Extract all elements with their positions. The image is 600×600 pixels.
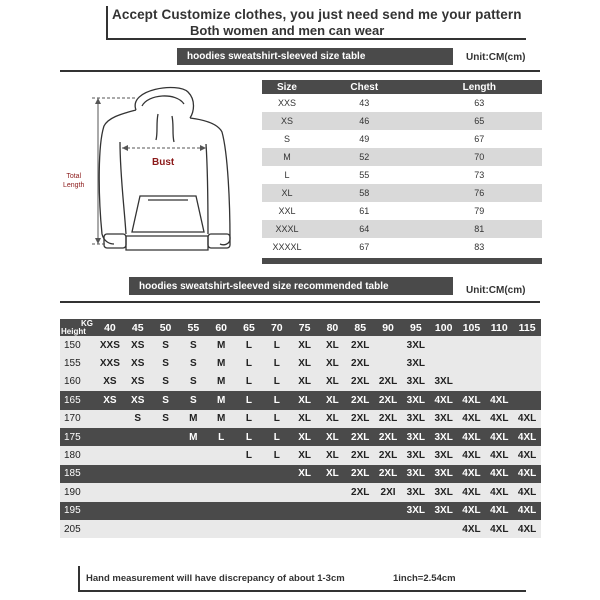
height-row [60,354,541,372]
size-table-body [262,94,542,256]
size-recommendation-cell: 4XL [485,483,513,501]
size-recommendation-cell: 4XL [458,502,486,520]
size-recommendation-cell [430,354,458,372]
size-recommendation-cell: 2XL [374,446,402,464]
size-recommendation-cell: XL [291,391,319,409]
size-recommendation-cell: XL [291,336,319,354]
size-recommendation-cell [235,502,263,520]
size-recommendation-cell: S [152,391,180,409]
size-header: Size [262,80,312,94]
size-recommendation-cell [152,428,180,446]
size-recommendation-cell [485,373,513,391]
height-row [60,336,541,354]
size-recommendation-cell: 2XL [374,428,402,446]
height-cell: 205 [60,520,96,538]
size-recommendation-cell: M [207,391,235,409]
height-cell: 160 [60,373,96,391]
length-header: Length [417,80,542,94]
header-subtitle: Both women and men can wear [190,23,385,38]
size-recommendation-cell: 4XL [430,391,458,409]
size-recommendation-cell: XS [96,391,124,409]
length-cell: 63 [417,94,542,112]
size-recommendation-cell: 2XL [346,465,374,483]
size-recommendation-cell: 2XL [374,373,402,391]
size-recommendation-cell: 4XL [513,502,541,520]
size-recommendation-cell [513,373,541,391]
size-recommendation-cell: 3XL [430,410,458,428]
weight-header: 80 [319,319,347,336]
size-recommendation-cell: 3XL [430,502,458,520]
inch-conversion: 1inch=2.54cm [393,573,456,584]
size-recommendation-cell [207,502,235,520]
size-recommendation-cell [96,520,124,538]
size-cell: XXXL [262,220,312,238]
size-recommendation-cell [374,336,402,354]
size-recommendation-cell: 2XL [346,446,374,464]
size-recommendation-cell [485,336,513,354]
length-cell: 83 [417,238,542,256]
height-row [60,391,541,409]
size-recommendation-cell: 2XL [374,391,402,409]
size-recommendation-cell: 3XL [430,428,458,446]
height-cell: 170 [60,410,96,428]
size-recommendation-cell [430,520,458,538]
size-recommendation-cell: 3XL [430,446,458,464]
size-recommendation-cell: XL [319,428,347,446]
size-recommendation-cell [96,502,124,520]
size-recommendation-cell [207,483,235,501]
size-recommendation-cell [96,410,124,428]
size-recommendation-cell: 4XL [458,410,486,428]
size-recommendation-cell [513,354,541,372]
weight-header: 65 [235,319,263,336]
size-recommendation-cell [179,446,207,464]
size-recommendation-cell: XS [124,354,152,372]
recommended-table-body [60,336,541,538]
height-cell: 175 [60,428,96,446]
size-recommendation-cell: 2XL [346,373,374,391]
size-recommendation-cell [402,520,430,538]
size-recommendation-cell [179,483,207,501]
size-recommendation-cell: 4XL [513,428,541,446]
size-recommendation-cell [319,483,347,501]
size-recommendation-cell: XS [124,373,152,391]
size-recommendation-cell [96,446,124,464]
size-recommendation-cell [179,520,207,538]
size-recommendation-cell [124,483,152,501]
weight-header: 100 [430,319,458,336]
recommended-table-unit: Unit:CM(cm) [466,285,526,296]
size-recommendation-cell: XL [291,410,319,428]
size-recommendation-cell: XL [319,373,347,391]
size-table-title: hoodies sweatshirt-sleeved size table [177,48,453,65]
size-recommendation-cell: XS [124,391,152,409]
size-recommendation-cell: M [207,410,235,428]
size-recommendation-cell: S [152,373,180,391]
size-recommendation-cell: 4XL [513,446,541,464]
size-cell: XXL [262,202,312,220]
size-recommendation-cell: L [263,428,291,446]
height-row [60,446,541,464]
size-recommendation-cell: S [179,373,207,391]
size-recommendation-cell: M [207,354,235,372]
size-recommendation-cell: S [179,391,207,409]
size-recommendation-cell [96,465,124,483]
size-recommendation-cell: 4XL [485,428,513,446]
length-cell: 70 [417,148,542,166]
size-recommendation-cell [124,520,152,538]
size-recommendation-cell [458,373,486,391]
height-cell: 165 [60,391,96,409]
size-table-footer-bar [262,258,542,264]
size-recommendation-cell: L [263,410,291,428]
chest-cell: 58 [312,184,417,202]
size-recommendation-cell: 2XL [346,391,374,409]
size-recommendation-cell: 4XL [485,391,513,409]
size-recommendation-cell [124,428,152,446]
height-row [60,373,541,391]
size-recommendation-cell: XL [291,446,319,464]
chest-cell: 67 [312,238,417,256]
size-row [262,166,542,184]
size-recommendation-cell: 3XL [402,428,430,446]
size-recommendation-cell: 4XL [458,428,486,446]
weight-header: 40 [96,319,124,336]
size-recommendation-cell: XL [319,336,347,354]
weight-header: 55 [179,319,207,336]
size-row [262,130,542,148]
size-recommendation-cell: XL [319,354,347,372]
size-recommendation-cell [263,483,291,501]
size-row [262,220,542,238]
size-row [262,238,542,256]
size-recommendation-cell: 4XL [458,446,486,464]
size-recommendation-cell: L [235,446,263,464]
hoodie-diagram [58,84,258,264]
size-recommendation-cell [96,483,124,501]
length-cell: 67 [417,130,542,148]
size-recommendation-cell [319,502,347,520]
size-recommendation-cell [458,336,486,354]
weight-header: 110 [485,319,513,336]
weight-header: 45 [124,319,152,336]
size-recommendation-cell [319,520,347,538]
size-recommendation-cell: 4XL [485,502,513,520]
weight-header: 105 [458,319,486,336]
size-recommendation-cell: 2XL [346,410,374,428]
size-recommendation-cell: L [263,446,291,464]
height-cell: 195 [60,502,96,520]
recommended-table-title: hoodies sweatshirt-sleeved size recommended table [129,277,453,295]
size-recommendation-cell [179,502,207,520]
section-divider-2 [60,301,540,303]
size-recommendation-cell: XL [319,391,347,409]
weight-header: 75 [291,319,319,336]
size-recommendation-cell: 2XL [346,336,374,354]
size-recommendation-cell [124,502,152,520]
size-recommendation-cell: XXS [96,354,124,372]
total-length-label: Total Length [63,173,85,189]
weight-header: 60 [207,319,235,336]
height-row [60,483,541,501]
size-recommendation-cell [291,502,319,520]
size-recommendation-cell [458,354,486,372]
size-recommendation-cell: XS [124,336,152,354]
header-title: Accept Customize clothes, you just need send me your pattern [112,7,522,22]
length-cell: 76 [417,184,542,202]
size-recommendation-cell [513,391,541,409]
size-recommendation-cell: XL [319,446,347,464]
size-recommendation-cell: 2XL [346,354,374,372]
size-recommendation-cell: XS [96,373,124,391]
size-recommendation-cell: L [263,336,291,354]
size-recommendation-cell [374,502,402,520]
height-row [60,520,541,538]
size-recommendation-cell: M [179,410,207,428]
table-corner: KG Height [60,319,96,336]
size-recommendation-cell [291,483,319,501]
size-recommendation-cell: S [152,336,180,354]
size-recommendation-cell: 4XL [513,465,541,483]
size-recommendation-cell: L [263,373,291,391]
size-recommendation-cell: 3XL [402,410,430,428]
size-recommendation-cell [346,502,374,520]
height-cell: 150 [60,336,96,354]
height-row [60,502,541,520]
chest-cell: 46 [312,112,417,130]
size-recommendation-cell: XL [319,465,347,483]
chest-cell: 64 [312,220,417,238]
size-recommendation-cell: M [179,428,207,446]
size-recommendation-cell: S [179,336,207,354]
size-recommendation-cell [152,502,180,520]
size-recommendation-cell [179,465,207,483]
size-recommendation-cell: 3XL [402,483,430,501]
size-recommendation-cell [235,465,263,483]
size-recommendation-cell [235,483,263,501]
size-row [262,94,542,112]
size-recommendation-cell: 4XL [485,465,513,483]
size-recommendation-cell [291,520,319,538]
size-recommendation-cell: XL [319,410,347,428]
chest-cell: 61 [312,202,417,220]
size-recommendation-cell [430,336,458,354]
size-cell: L [262,166,312,184]
size-recommendation-cell [152,465,180,483]
size-recommendation-cell [235,520,263,538]
size-recommendation-cell [207,520,235,538]
chest-cell: 52 [312,148,417,166]
size-recommendation-cell: XL [291,428,319,446]
height-row [60,465,541,483]
size-recommendation-cell [485,354,513,372]
size-recommendation-cell [152,483,180,501]
size-recommendation-cell: 4XL [485,520,513,538]
recommended-table [60,319,541,538]
size-recommendation-cell: 4XL [458,520,486,538]
weight-header: 90 [374,319,402,336]
size-recommendation-cell: S [152,354,180,372]
size-recommendation-cell: XL [291,354,319,372]
size-recommendation-cell: 4XL [458,483,486,501]
size-recommendation-cell: L [263,354,291,372]
size-cell: XXS [262,94,312,112]
size-recommendation-cell: 2XL [346,483,374,501]
length-cell: 79 [417,202,542,220]
height-row [60,428,541,446]
chest-header: Chest [312,80,417,94]
size-recommendation-cell [207,446,235,464]
size-recommendation-cell: 4XL [458,465,486,483]
size-recommendation-cell: L [235,428,263,446]
size-recommendation-cell: 3XL [402,465,430,483]
size-recommendation-cell: 3XL [402,354,430,372]
size-table-unit: Unit:CM(cm) [466,52,526,63]
size-recommendation-cell: 3XL [402,336,430,354]
size-cell: XL [262,184,312,202]
weight-header: 50 [152,319,180,336]
chest-cell: 49 [312,130,417,148]
height-cell: 190 [60,483,96,501]
size-recommendation-cell: 4XL [513,520,541,538]
size-recommendation-cell [207,465,235,483]
length-cell: 81 [417,220,542,238]
size-recommendation-cell: M [207,336,235,354]
size-cell: XS [262,112,312,130]
size-recommendation-cell: M [207,373,235,391]
size-recommendation-cell: L [235,410,263,428]
size-recommendation-cell [96,428,124,446]
size-recommendation-cell [263,502,291,520]
size-recommendation-cell: L [235,373,263,391]
size-recommendation-cell [152,446,180,464]
size-recommendation-cell: S [152,410,180,428]
size-recommendation-cell: XL [291,373,319,391]
section-divider [60,70,540,72]
size-recommendation-cell: 3XL [430,483,458,501]
size-recommendation-cell: XL [291,465,319,483]
size-recommendation-cell: 4XL [485,410,513,428]
weight-header: 95 [402,319,430,336]
chest-cell: 55 [312,166,417,184]
size-recommendation-cell [263,520,291,538]
size-recommendation-cell [374,354,402,372]
height-row [60,410,541,428]
size-recommendation-cell: 3XL [430,465,458,483]
chest-cell: 43 [312,94,417,112]
size-cell: XXXXL [262,238,312,256]
height-cell: 155 [60,354,96,372]
size-recommendation-cell: 2XI [374,483,402,501]
length-cell: 73 [417,166,542,184]
size-recommendation-cell [152,520,180,538]
height-cell: 180 [60,446,96,464]
size-recommendation-cell: L [235,354,263,372]
size-recommendation-cell [346,520,374,538]
size-recommendation-cell [374,520,402,538]
size-recommendation-cell: L [235,336,263,354]
bust-label: Bust [152,157,175,168]
size-recommendation-cell: XXS [96,336,124,354]
size-recommendation-cell: 2XL [374,410,402,428]
size-recommendation-cell: 4XL [485,446,513,464]
size-recommendation-cell: 3XL [402,373,430,391]
size-recommendation-cell: 3XL [402,446,430,464]
size-recommendation-cell: L [263,391,291,409]
weight-header: 115 [513,319,541,336]
size-row [262,202,542,220]
size-recommendation-cell: 4XL [513,410,541,428]
size-recommendation-cell [263,465,291,483]
size-cell: M [262,148,312,166]
size-recommendation-cell: L [235,391,263,409]
size-row [262,184,542,202]
size-recommendation-cell: 3XL [430,373,458,391]
size-recommendation-cell: 3XL [402,502,430,520]
weight-header: 85 [346,319,374,336]
size-recommendation-cell: 2XL [374,465,402,483]
size-recommendation-cell [513,336,541,354]
size-recommendation-cell: 4XL [458,391,486,409]
size-table [262,80,542,256]
size-recommendation-cell: S [179,354,207,372]
measurement-note: Hand measurement will have discrepancy of about 1-3cm [86,573,345,584]
size-row [262,112,542,130]
weight-header: 70 [263,319,291,336]
hoodie-illustration [58,84,258,264]
size-recommendation-cell [124,446,152,464]
size-recommendation-cell: 4XL [513,483,541,501]
size-cell: S [262,130,312,148]
size-recommendation-cell [124,465,152,483]
size-row [262,148,542,166]
size-recommendation-cell: L [207,428,235,446]
length-cell: 65 [417,112,542,130]
size-recommendation-cell: S [124,410,152,428]
size-recommendation-cell: 2XL [346,428,374,446]
size-recommendation-cell: 3XL [402,391,430,409]
height-cell: 185 [60,465,96,483]
